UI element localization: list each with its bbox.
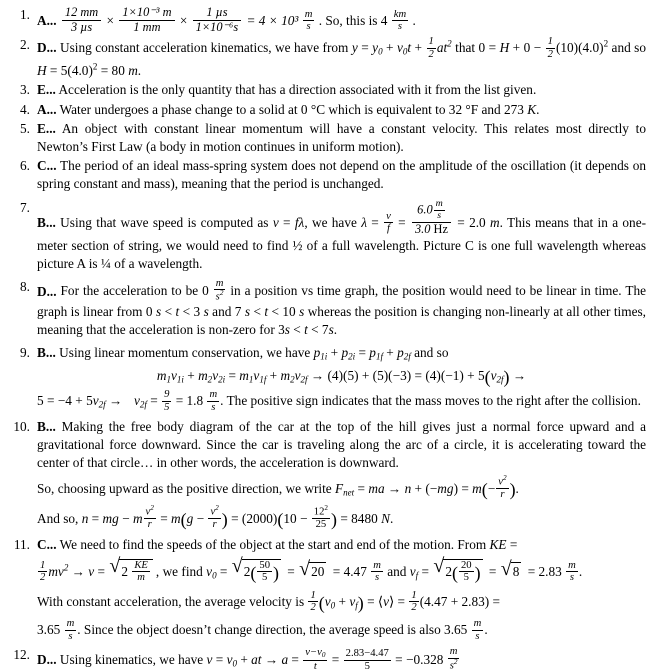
- answer-body: Water undergoes a phase change to a solid at 0 °C which is equivalent to 32 °F and 273 K.: [59, 101, 540, 117]
- unit-fraction-1: $\frac{m}{s}$: [304, 8, 313, 33]
- answer-item-12: [8, 646, 646, 672]
- item-number: 4.: [20, 101, 30, 117]
- times-symbol-1: ×: [106, 12, 115, 28]
- answer-choice: A...: [37, 12, 57, 28]
- item-number: 10.: [13, 419, 30, 435]
- answer-item-11: [8, 536, 646, 643]
- result-value: = 4 × 10³: [246, 12, 299, 28]
- fraction-1: $\frac{12 mm}{\text{3 µs}}$: [62, 6, 101, 35]
- answer-body: Using kinematics, we have $v = v_0$ + at → a = $\frac{v-v_0}{t}$ = $\frac{2.83-4.47}{5}$ = −0.328 $\frac{m}{s^2}$: [59, 646, 458, 672]
- answer-choice: C...: [37, 536, 57, 552]
- item-number: 9.: [20, 345, 30, 361]
- answer-body: An object with constant linear momentum will have a constant velocity. This relates most directly to Newton’s First Law (a body in motion continues in uniform motion).: [37, 121, 646, 155]
- answer-item-4: [8, 101, 646, 119]
- item-number: 1.: [20, 7, 30, 22]
- answer-choice: B...: [37, 345, 56, 361]
- answer-body: Acceleration is the only quantity that has a direction associated with it from the list given.: [58, 82, 537, 98]
- answer-body: Using that wave speed is computed as v = fλ, we have λ = $\frac{v}{f}$ = 6.0 $\frac{m}{s}$ 3.0 Hz = 2.0 m. This means that in a one-meter section of string, we would need to find ½ of a full wavelength. Picture C is one full wavelength whereas picture A is ¼ of a wavelength.: [37, 198, 647, 271]
- answer-choice: A...: [37, 101, 57, 117]
- answer-choice: D...: [37, 40, 57, 56]
- answer-item-3: [8, 81, 646, 99]
- item-number: 8.: [20, 278, 30, 294]
- item-number: 7.: [20, 200, 30, 216]
- fraction-3: $\frac{\text{1 µs}}{\text{1×10⁻⁶s}}$: [193, 6, 242, 35]
- answer-body: Using linear momentum conservation, we have $p_{1i} + p_{2i} = p_{1f} + p_{2f}$ and so $m_1v_{1i} + m_2v_{2i} = m_1v_{1f} + m_2v_{2f} \to (4)(5) + (5)(-3) = (4)(-1) + 5(v_{2f})$ → $5 = -4 + 5v_{2f} \to v_{2f}$ = $\frac{9}{5}$ = 1.8 $\frac{m}{s}$ . The positive sign indicates that the mass moves to the right after the collision.: [37, 345, 641, 413]
- item-number: 5.: [20, 121, 30, 137]
- answer-item-7: [8, 199, 646, 272]
- answer-body: Using constant acceleration kinematics, we have from $y = y_0 + v_0t$ + $\frac{1}{2}$ $at^2$ that 0 = H + 0 − $\frac{1}{2}$ $(10)(4.0)^2$ and so $H = 5(4.0)^2 = 80$ m.: [37, 36, 647, 79]
- answer-item-2: [8, 36, 646, 80]
- item-number: 12.: [13, 647, 30, 663]
- answer-body: [60, 5, 416, 34]
- answer-choice: E...: [37, 82, 56, 98]
- answer-body: We need to find the speeds of the object at the start and end of the motion. From KE = $\frac{1}{2}$ $mv^2 \to v$ = √ 2 $\frac{KE}{m}$ , we find $v_0$ = √ 2( $\frac{50}{5}$ ) = √ 20 = 4.47 $\frac{m}{s}$ and $v_f$ = √ 2( $\frac{20}{5}$ ) = √ 8 = 2.83 $\frac{m}{s}$ . With constant acceleration, the average velocity is $\frac{1}{2}$ $(v_0 + v_f)$ = ⟨v⟩ = $\frac{1}{2}$ (4.47 + 2.83) = 3.65 $\frac{m}{s}$ . Since the object doesn’t change direction, the average speed is also 3.65 $\frac{m}{s}$ .: [37, 537, 646, 643]
- answer-body: The period of an ideal mass-spring system does not depend on the amplitude of the oscillation (it depends on spring constant and mass), meaning that the period is unchanged.: [37, 158, 646, 192]
- answer-item-5: [8, 120, 646, 156]
- answer-choice: B...: [37, 215, 56, 230]
- answer-item-10: [8, 418, 646, 531]
- answer-choice: D...: [37, 652, 57, 668]
- times-symbol-2: ×: [179, 12, 188, 28]
- answer-item-8: [8, 278, 646, 340]
- answer-choice: C...: [37, 158, 57, 174]
- fraction-2: $\frac{\text{1×10⁻³ m}}{1 mm}$: [119, 6, 174, 35]
- answer-choice: B...: [37, 419, 56, 435]
- tail-text-2: .: [412, 12, 416, 28]
- answer-body: For the acceleration to be 0 $\frac{m}{s^2}$ in a position vs time graph, the position would need to be linear in time. The graph is linear from 0 s < t < 3 s and 7 s < t < 10 s whereas the position is changing non-linearly at all other times, meaning that the acceleration is non-zero for 3s < t < 7s.: [37, 277, 647, 338]
- answer-choice: D...: [37, 283, 57, 299]
- item-number: 2.: [20, 37, 30, 53]
- answer-item-1: [8, 6, 646, 35]
- answers-list: [8, 6, 646, 672]
- item-number: 11.: [13, 536, 30, 552]
- answer-item-9: [8, 344, 646, 413]
- unit-fraction-2: $\frac{km}{s}$: [393, 8, 407, 33]
- tail-text-1: . So, this is 4: [318, 12, 388, 28]
- answer-choice: E...: [37, 121, 56, 137]
- item-number: 3.: [20, 82, 30, 98]
- answer-body: Making the free body diagram of the car at the top of the hill gives just a normal force upward and a gravitational force downward. Since the car is traveling along the arc of a circle, it is accelerating toward the center of that circle… in other words, the acceleration is downward. So, choosing upward as the positive direction, we write $F_{net}$ = ma → n + (−mg) = m(− $\frac{v^2}{r}$ ). And so, n = mg − m $\frac{v^2}{r}$ = m(g − $\frac{v^2}{r}$ ) = (2000)(10 − $\frac{12^2}{25}$ ) = 8480 N.: [37, 419, 646, 531]
- item-number: 6.: [20, 158, 30, 174]
- answer-item-6: [8, 157, 646, 193]
